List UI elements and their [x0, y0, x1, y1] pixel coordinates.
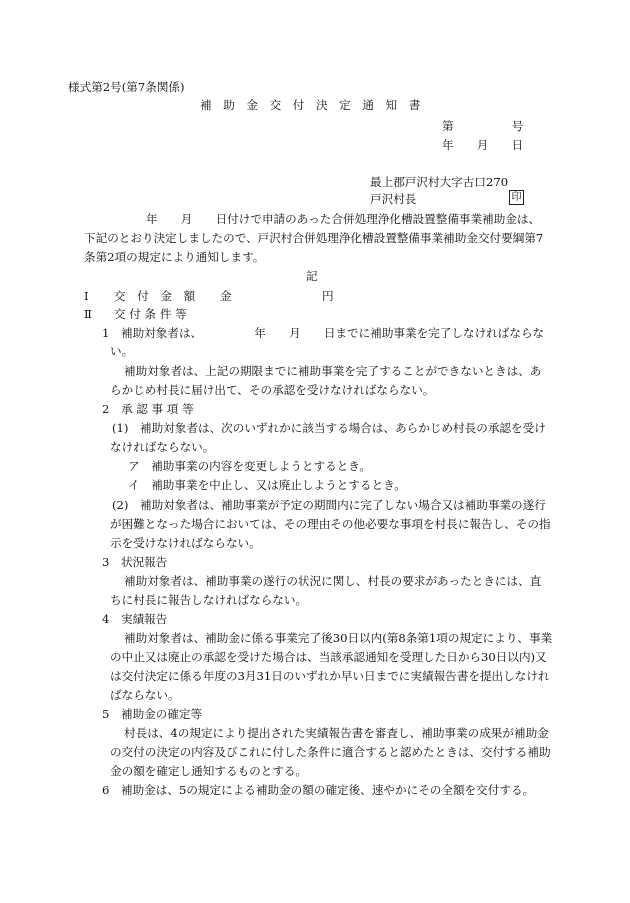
section1-label: 交 付 金 額 [114, 289, 196, 303]
condition-2-line: ア 補助事業の内容を変更しようとするとき。 [128, 459, 372, 473]
amount-prefix: 金 [220, 289, 232, 303]
condition-4-heading: 4 実績報告 [102, 612, 168, 626]
document-date: 年 月 日 [442, 138, 524, 152]
section2-number: Ⅱ [84, 307, 92, 321]
condition-4-line: ばならない。 [110, 688, 180, 702]
condition-2-heading: 2 承 認 事 項 等 [102, 402, 194, 416]
condition-3-heading: 3 状況報告 [102, 555, 168, 569]
intro-line: 条第2項の規定により通知します。 [84, 250, 265, 264]
condition-2-line: (1) 補助対象者は、次のいずれかに該当する場合は、あらかじめ村長の承認を受け [112, 421, 546, 435]
issuer-name: 戸沢村長 [370, 192, 417, 206]
section1-number: Ⅰ [84, 289, 89, 303]
condition-1-line: い。 [110, 344, 134, 358]
condition-4-line: は交付決定に係る年度の3月31日のいずれか早い日までに実績報告書を提出しなけれ [110, 669, 550, 683]
section2-label: 交 付 条 件 等 [114, 307, 187, 321]
intro-line: 下記のとおり決定しましたので、戸沢村合併処理浄化槽設置整備事業補助金交付要綱第7 [84, 231, 544, 245]
condition-1-line: 1 補助対象者は、 年 月 日までに補助事業を完了しなければならな [102, 326, 545, 340]
condition-1-line: 補助対象者は、上記の期限までに補助事業を完了することができないときは、あ [124, 364, 542, 378]
condition-5-heading: 5 補助金の確定等 [102, 707, 203, 721]
document-title: 補 助 金 交 付 決 定 通 知 書 [200, 98, 421, 112]
form-number: 様式第2号(第7条関係) [68, 80, 185, 94]
condition-4-line: の中止又は廃止の承認を受けた場合は、当該承認通知を受理した日から30日以内)又 [110, 650, 547, 664]
condition-2-line: が困難となった場合においては、その理由その他必要な事項を村長に報告し、その指 [110, 517, 551, 531]
condition-2-line: 示を受けなければならない。 [110, 536, 261, 550]
condition-2-line: (2) 補助対象者は、補助事業が予定の期間内に完了しない場合又は補助事業の遂行 [112, 498, 546, 512]
issuer-address: 最上郡戸沢村大字古口270 [370, 175, 509, 189]
document-number: 第 号 [442, 119, 524, 133]
intro-line: 年 月 日付けで申請のあった合併処理浄化槽設置整備事業補助金は、 [146, 212, 541, 226]
condition-1-line: らかじめ村長に届け出て、その承認を受けなければならない。 [110, 383, 435, 397]
condition-3-line: ちに村長に報告しなければならない。 [110, 593, 308, 607]
condition-2-line: イ 補助事業を中止し、又は廃止しようとするとき。 [128, 478, 406, 492]
condition-5-line: の交付の決定の内容及びこれに付した条件に適合すると認めたときは、交付する補助 [110, 745, 551, 759]
condition-6-line: 6 補助金は、5の規定による補助金の額の確定後、速やかにその全額を交付する。 [102, 783, 535, 797]
condition-3-line: 補助対象者は、補助事業の遂行の状況に関し、村長の要求があったときには、直 [124, 574, 542, 588]
condition-4-line: 補助対象者は、補助金に係る事業完了後30日以内(第8条第1項の規定により、事業 [124, 631, 553, 645]
condition-2-line: なければならない。 [110, 440, 215, 454]
amount-unit: 円 [322, 289, 334, 303]
seal-stamp: 印 [509, 190, 524, 205]
condition-5-line: 村長は、4の規定により提出された実績報告書を審査し、補助事業の成果が補助金 [124, 726, 549, 740]
ki-heading: 記 [306, 269, 318, 283]
condition-5-line: 金の額を確定し通知するものとする。 [110, 764, 308, 778]
